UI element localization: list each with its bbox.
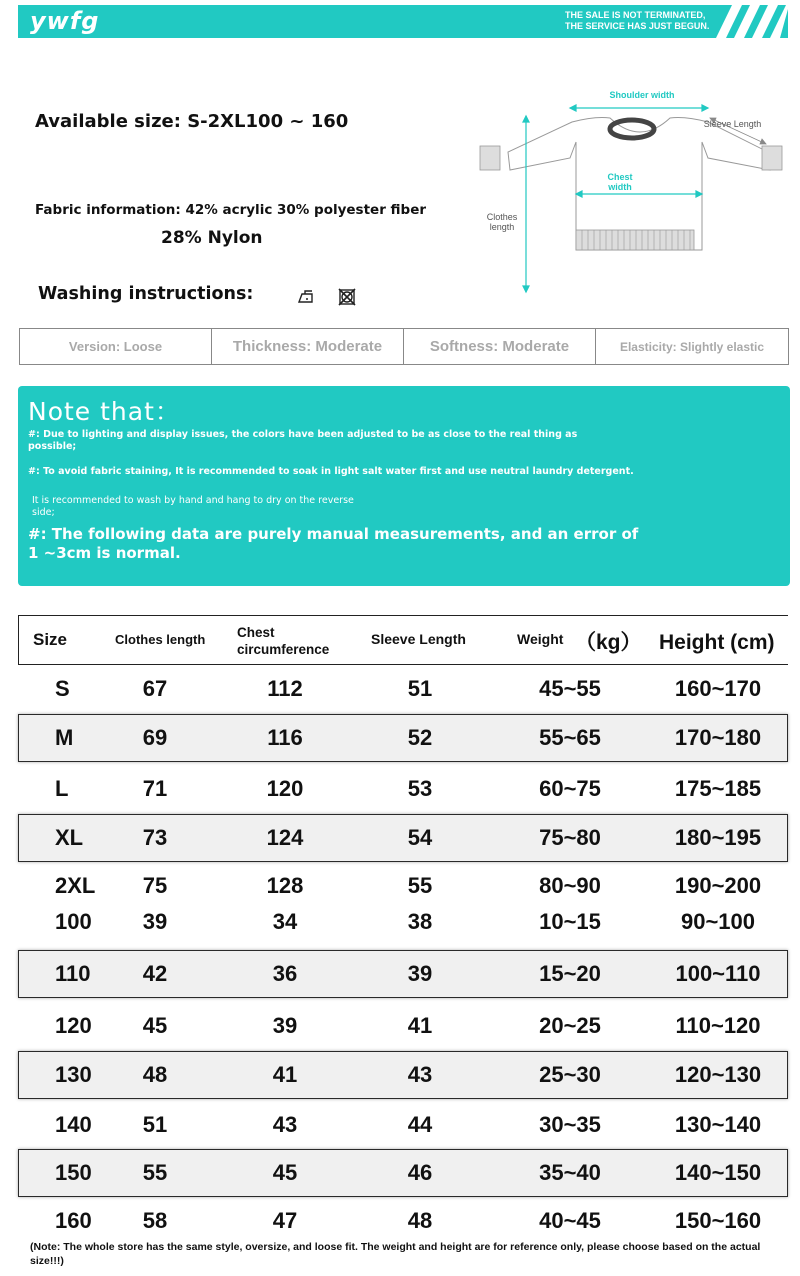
table-row <box>18 866 788 906</box>
table-row <box>18 1051 788 1099</box>
table-cell-sleeve: 41 <box>407 1013 433 1038</box>
table-cell-weight: 10~15 <box>539 909 601 934</box>
note-line-4: #: The following data are purely manual measurements, and an error of 1 ~3cm is normal. <box>28 525 639 562</box>
table-cell-size: S <box>55 676 70 701</box>
table-row <box>18 714 788 762</box>
chest-width-line-1: Chest <box>607 172 633 182</box>
attribute-softness: Softness: Moderate <box>404 328 596 365</box>
table-cell-sleeve: 39 <box>407 961 433 986</box>
table-cell-size: XL <box>55 825 84 850</box>
table-cell-length: 45 <box>142 1013 168 1038</box>
washing-instructions: Washing instructions: <box>38 284 254 304</box>
header-weight-unit: （kg） <box>575 631 642 654</box>
table-cell-length: 73 <box>142 825 168 850</box>
table-cell-chest: 39 <box>272 1013 298 1038</box>
header-chest <box>237 624 329 658</box>
table-row <box>18 1101 788 1149</box>
table-cell-size: 130 <box>55 1062 92 1087</box>
table-cell-length: 42 <box>142 961 168 986</box>
table-cell-length: 71 <box>142 776 168 801</box>
table-cell-height: 180~195 <box>674 825 762 850</box>
table-row <box>18 1002 788 1050</box>
table-row <box>18 902 788 942</box>
measurement-diagram <box>470 80 790 305</box>
table-cell-height: 120~130 <box>674 1062 762 1087</box>
table-cell-height: 150~160 <box>674 1208 762 1233</box>
note-line-2: #: To avoid fabric staining, It is recommended to soak in light salt water first and use neutral laundry detergent. <box>28 466 634 477</box>
table-cell-length: 55 <box>142 1160 168 1185</box>
table-cell-chest: 116 <box>267 725 303 750</box>
table-cell-size: 150 <box>55 1160 92 1185</box>
header-clothes-length: Clothes length <box>115 632 206 647</box>
table-cell-sleeve: 43 <box>407 1062 433 1087</box>
header-sleeve-length: Sleeve Length <box>371 631 466 647</box>
table-cell-weight: 35~40 <box>539 1160 601 1185</box>
table-cell-size: M <box>55 725 74 750</box>
header-height: Height (cm) <box>659 631 775 654</box>
clothes-length-line-1: Clothes <box>486 212 518 222</box>
attribute-elasticity: Elasticity: Slightly elastic <box>596 328 789 365</box>
table-cell-height: 160~170 <box>674 676 762 701</box>
table-cell-chest: 112 <box>267 676 303 701</box>
table-row <box>18 814 788 862</box>
table-cell-length: 67 <box>142 676 168 701</box>
table-cell-length: 48 <box>142 1062 168 1087</box>
table-cell-chest: 34 <box>272 909 298 934</box>
stripes-decoration <box>698 5 788 38</box>
table-cell-chest: 47 <box>272 1208 298 1233</box>
table-cell-sleeve: 48 <box>407 1208 433 1233</box>
attribute-row <box>19 328 789 365</box>
table-cell-length: 51 <box>142 1112 168 1137</box>
header-weight: Weight <box>517 631 564 647</box>
header-size: Size <box>33 630 68 649</box>
table-cell-weight: 15~20 <box>539 961 601 986</box>
table-cell-weight: 25~30 <box>539 1062 601 1087</box>
table-cell-sleeve: 51 <box>407 676 433 701</box>
attribute-thickness: Thickness: Moderate <box>212 328 404 365</box>
table-cell-height: 190~200 <box>674 873 762 898</box>
slogan <box>565 10 709 32</box>
table-row <box>18 665 788 713</box>
table-cell-sleeve: 46 <box>407 1160 433 1185</box>
table-cell-sleeve: 53 <box>407 776 433 801</box>
table-cell-sleeve: 38 <box>407 909 433 934</box>
table-cell-length: 69 <box>142 725 168 750</box>
table-cell-sleeve: 52 <box>407 725 433 750</box>
note-box <box>18 386 790 586</box>
table-row <box>18 765 788 813</box>
note-line-3: It is recommended to wash by hand and hang to dry on the reverse side; <box>32 495 354 518</box>
table-cell-chest: 41 <box>272 1062 298 1087</box>
table-cell-size: 160 <box>55 1208 92 1233</box>
table-cell-weight: 60~75 <box>539 776 601 801</box>
chest-width-label <box>600 172 640 192</box>
table-cell-weight: 40~45 <box>539 1208 601 1233</box>
table-cell-chest: 124 <box>266 825 304 850</box>
table-cell-chest: 45 <box>272 1160 298 1185</box>
table-row <box>18 1149 788 1197</box>
note-line-1: #: Due to lighting and display issues, the colors have been adjusted to be as close to the real thing as possible; <box>28 429 578 452</box>
table-cell-height: 140~150 <box>674 1160 762 1185</box>
available-size: Available size: S-2XL100 ~ 160 <box>35 111 349 132</box>
table-cell-height: 175~185 <box>674 776 762 801</box>
table-cell-length: 58 <box>142 1208 168 1233</box>
footnote: (Note: The whole store has the same style, oversize, and loose fit. The weight and height are for reference only, please choose based on the actual size!!!) <box>30 1241 761 1267</box>
slogan-line-2: THE SERVICE HAS JUST BEGUN. <box>565 21 710 31</box>
table-cell-height: 110~120 <box>675 1013 761 1038</box>
table-cell-weight: 45~55 <box>539 676 601 701</box>
sweatshirt-outline-icon <box>470 80 790 305</box>
clothes-length-line-2: length <box>489 222 515 232</box>
fabric-info: Fabric information: 42% acrylic 30% polyester fiber <box>35 202 427 218</box>
table-cell-weight: 55~65 <box>539 725 601 750</box>
table-cell-height: 170~180 <box>674 725 762 750</box>
table-header <box>18 615 788 665</box>
attribute-version: Version: Loose <box>19 328 212 365</box>
table-cell-height: 130~140 <box>674 1112 762 1137</box>
iron-icon <box>297 288 317 306</box>
brand-logo: ywfg <box>30 7 100 35</box>
table-cell-chest: 128 <box>266 873 304 898</box>
table-cell-sleeve: 44 <box>407 1112 433 1137</box>
table-cell-height: 100~110 <box>675 961 761 986</box>
no-tumble-dry-icon <box>337 288 357 306</box>
chest-width-line-2: width <box>608 182 632 192</box>
table-cell-chest: 36 <box>272 961 298 986</box>
table-cell-length: 39 <box>142 909 168 934</box>
table-cell-size: 110 <box>55 961 91 986</box>
table-cell-sleeve: 54 <box>407 825 433 850</box>
table-cell-weight: 75~80 <box>539 825 601 850</box>
table-cell-weight: 80~90 <box>539 873 601 898</box>
table-cell-sleeve: 55 <box>407 873 433 898</box>
table-cell-size: 120 <box>55 1013 92 1038</box>
table-cell-chest: 120 <box>266 776 304 801</box>
slogan-line-1: THE SALE IS NOT TERMINATED, <box>565 10 706 20</box>
table-cell-chest: 43 <box>272 1112 298 1137</box>
table-cell-weight: 20~25 <box>539 1013 601 1038</box>
header-chest-line-2: circumference <box>237 642 330 657</box>
table-cell-length: 75 <box>142 873 168 898</box>
note-title: Note that： <box>28 397 181 426</box>
table-cell-size: 100 <box>55 909 92 934</box>
table-row <box>18 950 788 998</box>
header-chest-line-1: Chest <box>237 625 275 640</box>
clothes-length-label <box>478 212 526 232</box>
table-cell-size: L <box>55 776 69 801</box>
table-cell-size: 2XL <box>55 873 96 898</box>
sleeve-length-label: Sleeve Length <box>703 119 762 129</box>
shoulder-width-label: Shoulder width <box>609 90 675 100</box>
table-cell-height: 90~100 <box>680 909 756 934</box>
table-cell-weight: 30~35 <box>539 1112 601 1137</box>
table-row <box>18 1197 788 1245</box>
header-banner <box>18 5 788 38</box>
table-cell-size: 140 <box>55 1112 92 1137</box>
fabric-info-cont: 28% Nylon <box>161 228 263 248</box>
